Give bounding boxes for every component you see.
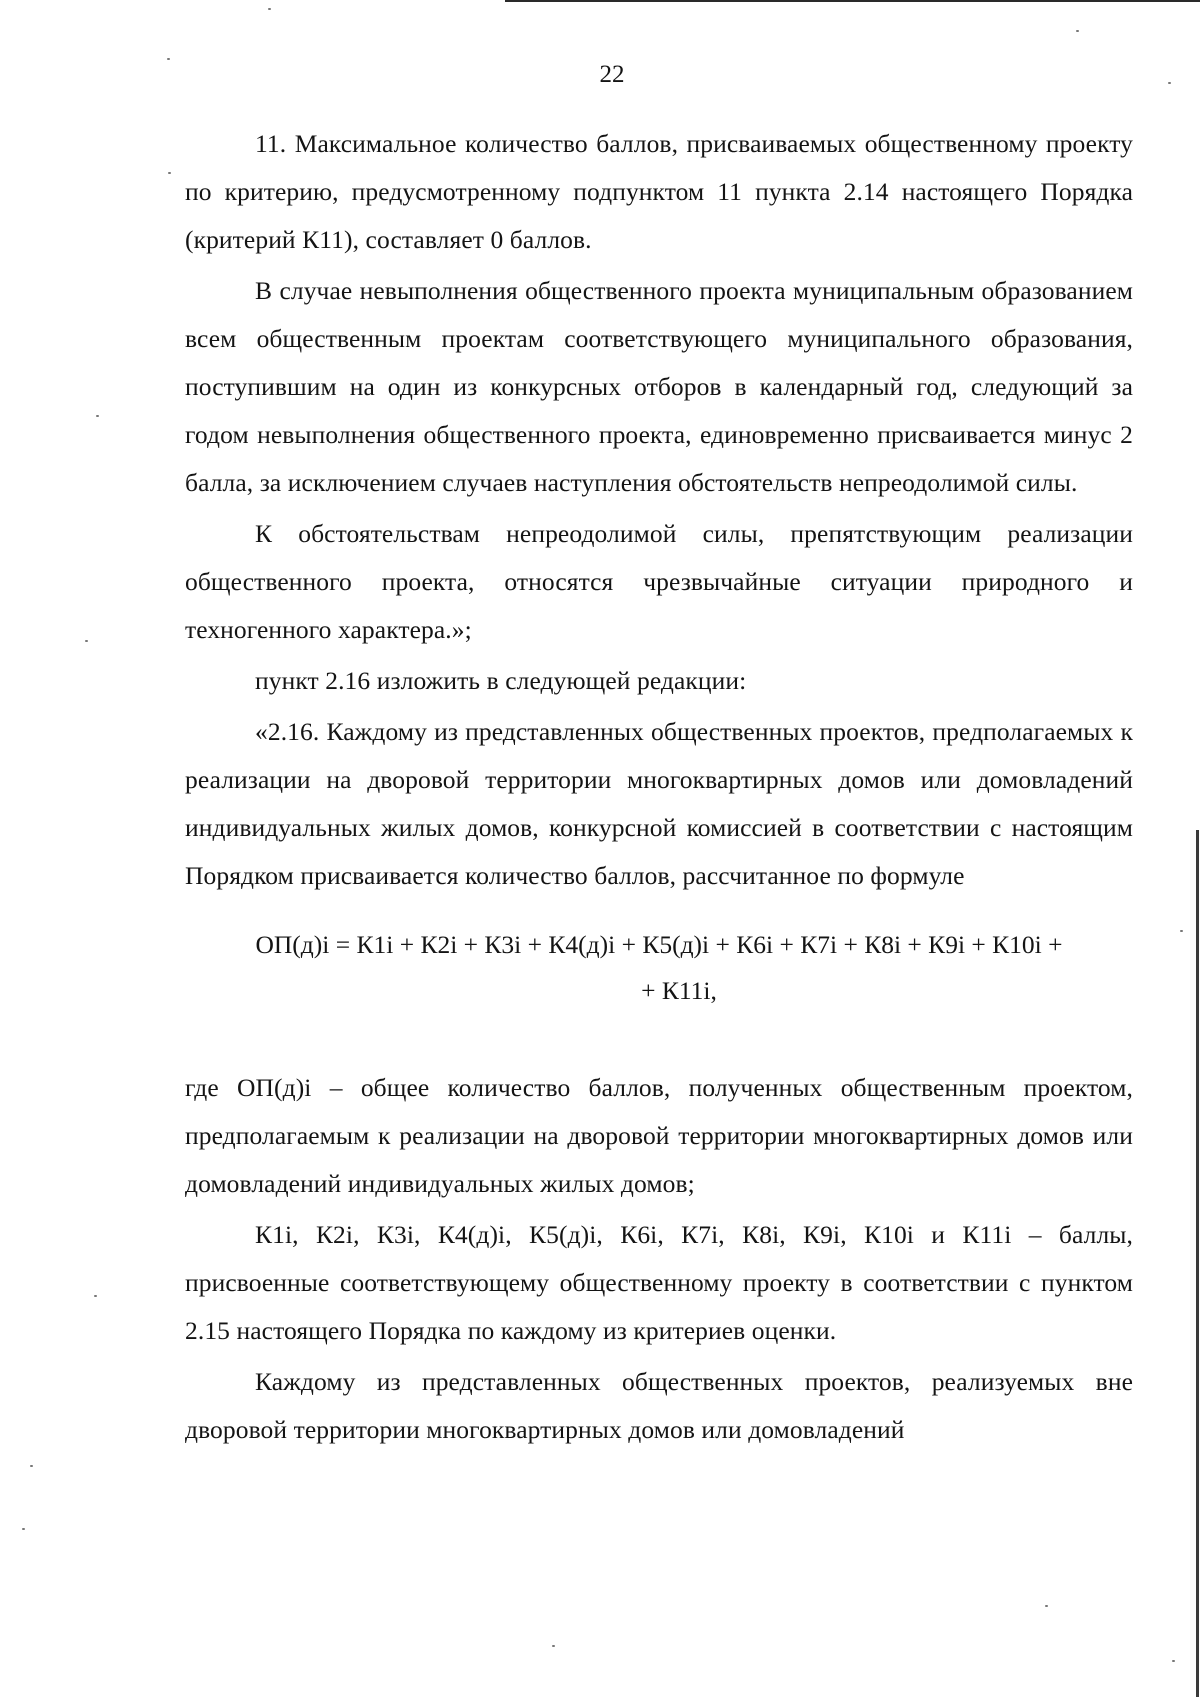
document-body: [185, 120, 1133, 1457]
paragraph-formula-definition: где ОП(д)i – общее количество баллов, полученных общественным проектом, предполагаемым к реализации на дворовой территории многоквартирных домов или домовладений индивидуальных жилых домов;: [185, 1073, 1133, 1198]
formula-line-2: + К11i,: [641, 976, 717, 1005]
paragraph-criteria-points: К1i, К2i, К3i, К4(д)i, К5(д)i, К6i, К7i, К8i, К9i, К10i и К11i – баллы, присвоенные соответствующему общественному проекту в соответствии с пунктом 2.15 настоящего Порядка по каждому из критериев оценки.: [185, 1220, 1133, 1345]
page-number: 22: [599, 61, 625, 88]
scan-speck: [268, 8, 271, 10]
paragraph-max-points-k11: 11. Максимальное количество баллов, присваиваемых общественному проекту по критерию, предусмотренному подпунктом 11 пункта 2.14 настоящего Порядка (критерий К11), составляет 0 баллов.: [185, 129, 1133, 254]
score-formula: [185, 922, 1133, 1014]
paragraph-non-fulfillment: В случае невыполнения общественного проекта муниципальным образованием всем общественным проектам соответствующего муниципального образования, поступившим на один из конкурсных отборов в календарный год, следующий за годом невыполнения общественного проекта, единовременно присваивается минус 2 балла, за исключением случаев наступления обстоятельств непреодолимой силы.: [185, 276, 1133, 497]
scan-border-right: [1196, 830, 1199, 1697]
formula-line-1: ОП(д)i = К1i + К2i + К3i + К4(д)i + К5(д)i + К6i + К7i + К8i + К9i + К10i +: [255, 930, 1063, 959]
paragraph-2-16-text: «2.16. Каждому из представленных общественных проектов, предполагаемых к реализации на дворовой территории многоквартирных домов или домовладений индивидуальных жилых домов, конкурсной комиссией в соответствии с настоящим Порядком присваивается количество баллов, рассчитанное по формуле: [185, 717, 1133, 890]
scan-speck: [167, 58, 170, 60]
scan-border-top: [505, 0, 1200, 2]
scan-speck: [96, 415, 99, 417]
scan-speck: [552, 1645, 555, 1647]
scan-speck: [1172, 1660, 1175, 1662]
scan-speck: [22, 1528, 25, 1530]
scan-speck: [1045, 1605, 1048, 1607]
scan-speck: [94, 1295, 97, 1297]
scan-speck: [168, 172, 171, 174]
paragraph-amend-2-16: пункт 2.16 изложить в следующей редакции:: [255, 666, 747, 695]
scan-speck: [1168, 82, 1171, 84]
paragraph-force-majeure: К обстоятельствам непреодолимой силы, препятствующим реализации общественного проекта, относятся чрезвычайные ситуации природного и техногенного характера.»;: [185, 519, 1133, 644]
scan-speck: [85, 640, 88, 642]
scan-speck: [1076, 30, 1079, 32]
scan-speck: [30, 1465, 33, 1467]
paragraph-outside-yard: Каждому из представленных общественных проектов, реализуемых вне дворовой территории многоквартирных домов или домовладений: [185, 1367, 1133, 1444]
scan-speck: [1180, 930, 1183, 932]
